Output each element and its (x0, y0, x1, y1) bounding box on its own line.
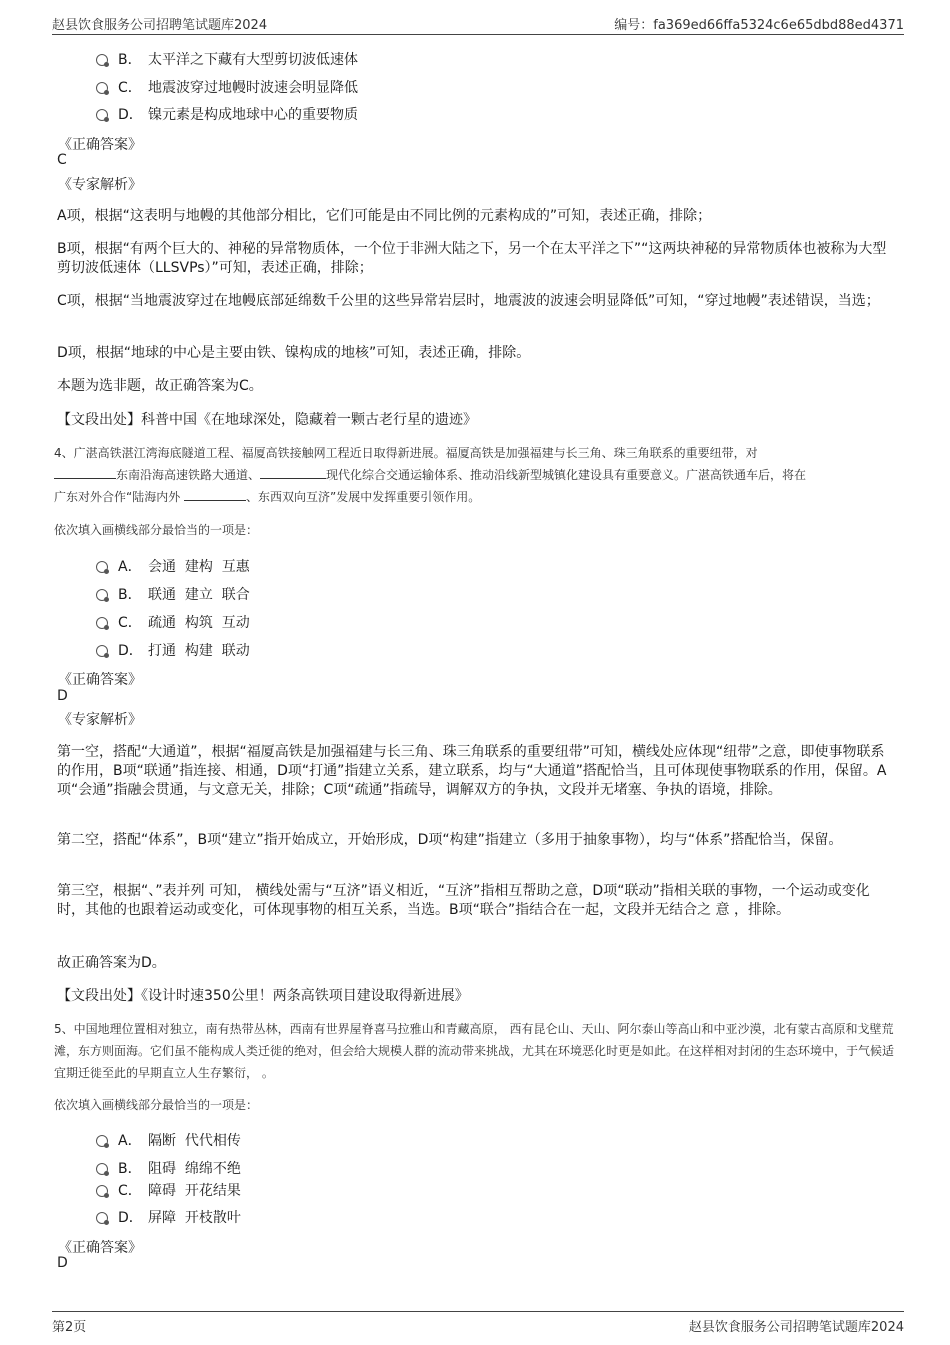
q4-analysis-blank-2: 第二空，搭配“体系”，B项“建立”指开始成立，开始形成，D项“构建”指建立（多用于抽象事物），均与“体系”搭配恰当，保留。 (57, 832, 843, 848)
radio-icon[interactable] (96, 1135, 108, 1147)
radio-icon[interactable] (96, 1212, 108, 1224)
q4-option-d[interactable]: D． 打通 构建 联动 (96, 640, 250, 662)
q5-option-b[interactable]: B． 阻碍 绵绵不绝 (96, 1158, 241, 1180)
q4-analysis-blank-3: 第三空，根据“、”表并列 可知， 横线处需与“互济”语义相近，“互济”指相互帮助之意，D项“联动”指相关联的事物，一个运动或变化时，其他的也跟着运动或变化，可体现事物的相互关系，当选。B项“联合”指结合在一起，文段并无结合之 意 ，排除。 (57, 883, 870, 918)
header-serial-number: 编号：fa369ed66ffa5324c6e65dbd88ed4371 (614, 18, 904, 33)
q4-answer: D (57, 688, 68, 704)
page-header (52, 14, 904, 35)
q4-source: 【文段出处】《设计时速350公里！两条高铁项目建设取得新进展》 (57, 988, 469, 1004)
q4-question-text: 4、广湛高铁湛江湾海底隧道工程、福厦高铁接触网工程近日取得新进展。福厦高铁是加强福建与长三角、珠三角联系的重要纽带，对 东南沿海高速铁路大通道、 现代化综合交通运输体系、推动沿线新型城镇化建设具有重要意义。广湛高铁通车后，将在 广东对外合作“陆海内外 、东西双向互济”发展中发挥重要引领作用。 (54, 446, 807, 504)
radio-icon[interactable] (96, 561, 108, 573)
q5-option-c[interactable]: C． 障碍 开花结果 (96, 1180, 241, 1202)
q3-answer: C (57, 152, 67, 168)
radio-icon[interactable] (96, 109, 108, 121)
q4-answer-label: 《正确答案》 (58, 672, 142, 688)
q3-option-b[interactable]: B． 太平洋之下藏有大型剪切波低速体 (96, 49, 358, 71)
q4-option-a[interactable]: A． 会通 建构 互惠 (96, 556, 250, 578)
q4-blank-2 (260, 466, 326, 479)
q3-analysis-b: B项，根据“有两个巨大的、神秘的异常物质体，一个位于非洲大陆之下，另一个在太平洋之下”“这两块神秘的异常物质体也被称为大型剪切波低速体（LLSVPs）”可知，表述正确，排除； (57, 241, 887, 276)
q5-answer-label: 《正确答案》 (58, 1240, 142, 1256)
radio-icon[interactable] (96, 589, 108, 601)
q4-analysis-blank-1: 第一空，搭配“大通道”，根据“福厦高铁是加强福建与长三角、珠三角联系的重要纽带”可知，横线处应体现“纽带”之意，即使事物联系的作用，B项“联通”指连接、相通，D项“打通”指建立关系，建立联系，均与“大通道”搭配恰当，且可体现使事物联系的作用，保留。A项“会通”指融会贯通，与文意无关，排除；C项“疏通”指疏导，调解双方的争执，文段并无堵塞、争执的语境，排除。 (57, 744, 887, 798)
radio-icon[interactable] (96, 617, 108, 629)
q3-analysis-label: 《专家解析》 (58, 177, 142, 193)
radio-icon[interactable] (96, 1163, 108, 1175)
q4-conclusion: 故正确答案为D。 (57, 955, 166, 971)
page-number: 第2页 (52, 1320, 87, 1335)
radio-icon[interactable] (96, 82, 108, 94)
q5-option-d[interactable]: D． 屏障 开枝散叶 (96, 1207, 241, 1229)
radio-icon[interactable] (96, 645, 108, 657)
q3-option-c[interactable]: C． 地震波穿过地幔时波速会明显降低 (96, 77, 358, 99)
q3-conclusion: 本题为选非题，故正确答案为C。 (57, 378, 263, 394)
q3-analysis-d: D项，根据“地球的中心是主要由铁、镍构成的地核”可知，表述正确，排除。 (57, 345, 531, 361)
q3-source: 【文段出处】科普中国《在地球深处，隐藏着一颗古老行星的遗迹》 (57, 412, 477, 428)
q5-option-a[interactable]: A． 隔断 代代相传 (96, 1130, 241, 1152)
q3-option-d[interactable]: D． 镍元素是构成地球中心的重要物质 (96, 104, 358, 126)
q4-prompt: 依次填入画横线部分最恰当的一项是： (54, 523, 259, 537)
q5-answer: D (57, 1255, 68, 1271)
footer-title: 赵县饮食服务公司招聘笔试题库2024 (688, 1320, 904, 1335)
q4-option-c[interactable]: C． 疏通 构筑 互动 (96, 612, 250, 634)
q5-prompt: 依次填入画横线部分最恰当的一项是： (54, 1098, 259, 1112)
q4-analysis-label: 《专家解析》 (58, 712, 142, 728)
q5-question-text: 5、中国地理位置相对独立，南有热带丛林，西南有世界屋脊喜马拉雅山和青藏高原， 西有昆仑山、天山、阿尔泰山等高山和中亚沙漠，北有蒙古高原和戈壁荒滩，东方则面海。它们虽不能构成人类迁徙的绝对，但会给大规模人群的流动带来挑战，尤其在环境恶化时更是如此。在这样相对封闭的生态环境中，于气候适宜期迁徙至此的早期直立人生存繁衍， 。 (54, 1022, 895, 1080)
q3-answer-label: 《正确答案》 (58, 137, 142, 153)
q3-analysis-c: C项，根据“当地震波穿过在地幔底部延绵数千公里的这些异常岩层时，地震波的波速会明显降低”可知，“穿过地幔”表述错误，当选； (57, 293, 880, 309)
q4-blank-1 (54, 466, 116, 479)
page-footer (52, 1311, 904, 1336)
radio-icon[interactable] (96, 54, 108, 66)
header-title: 赵县饮食服务公司招聘笔试题库2024 (52, 18, 268, 33)
q4-option-b[interactable]: B． 联通 建立 联合 (96, 584, 250, 606)
q4-blank-3 (184, 488, 246, 501)
radio-icon[interactable] (96, 1185, 108, 1197)
q3-analysis-a: A项，根据“这表明与地幔的其他部分相比，它们可能是由不同比例的元素构成的”可知，表述正确，排除； (57, 208, 712, 224)
